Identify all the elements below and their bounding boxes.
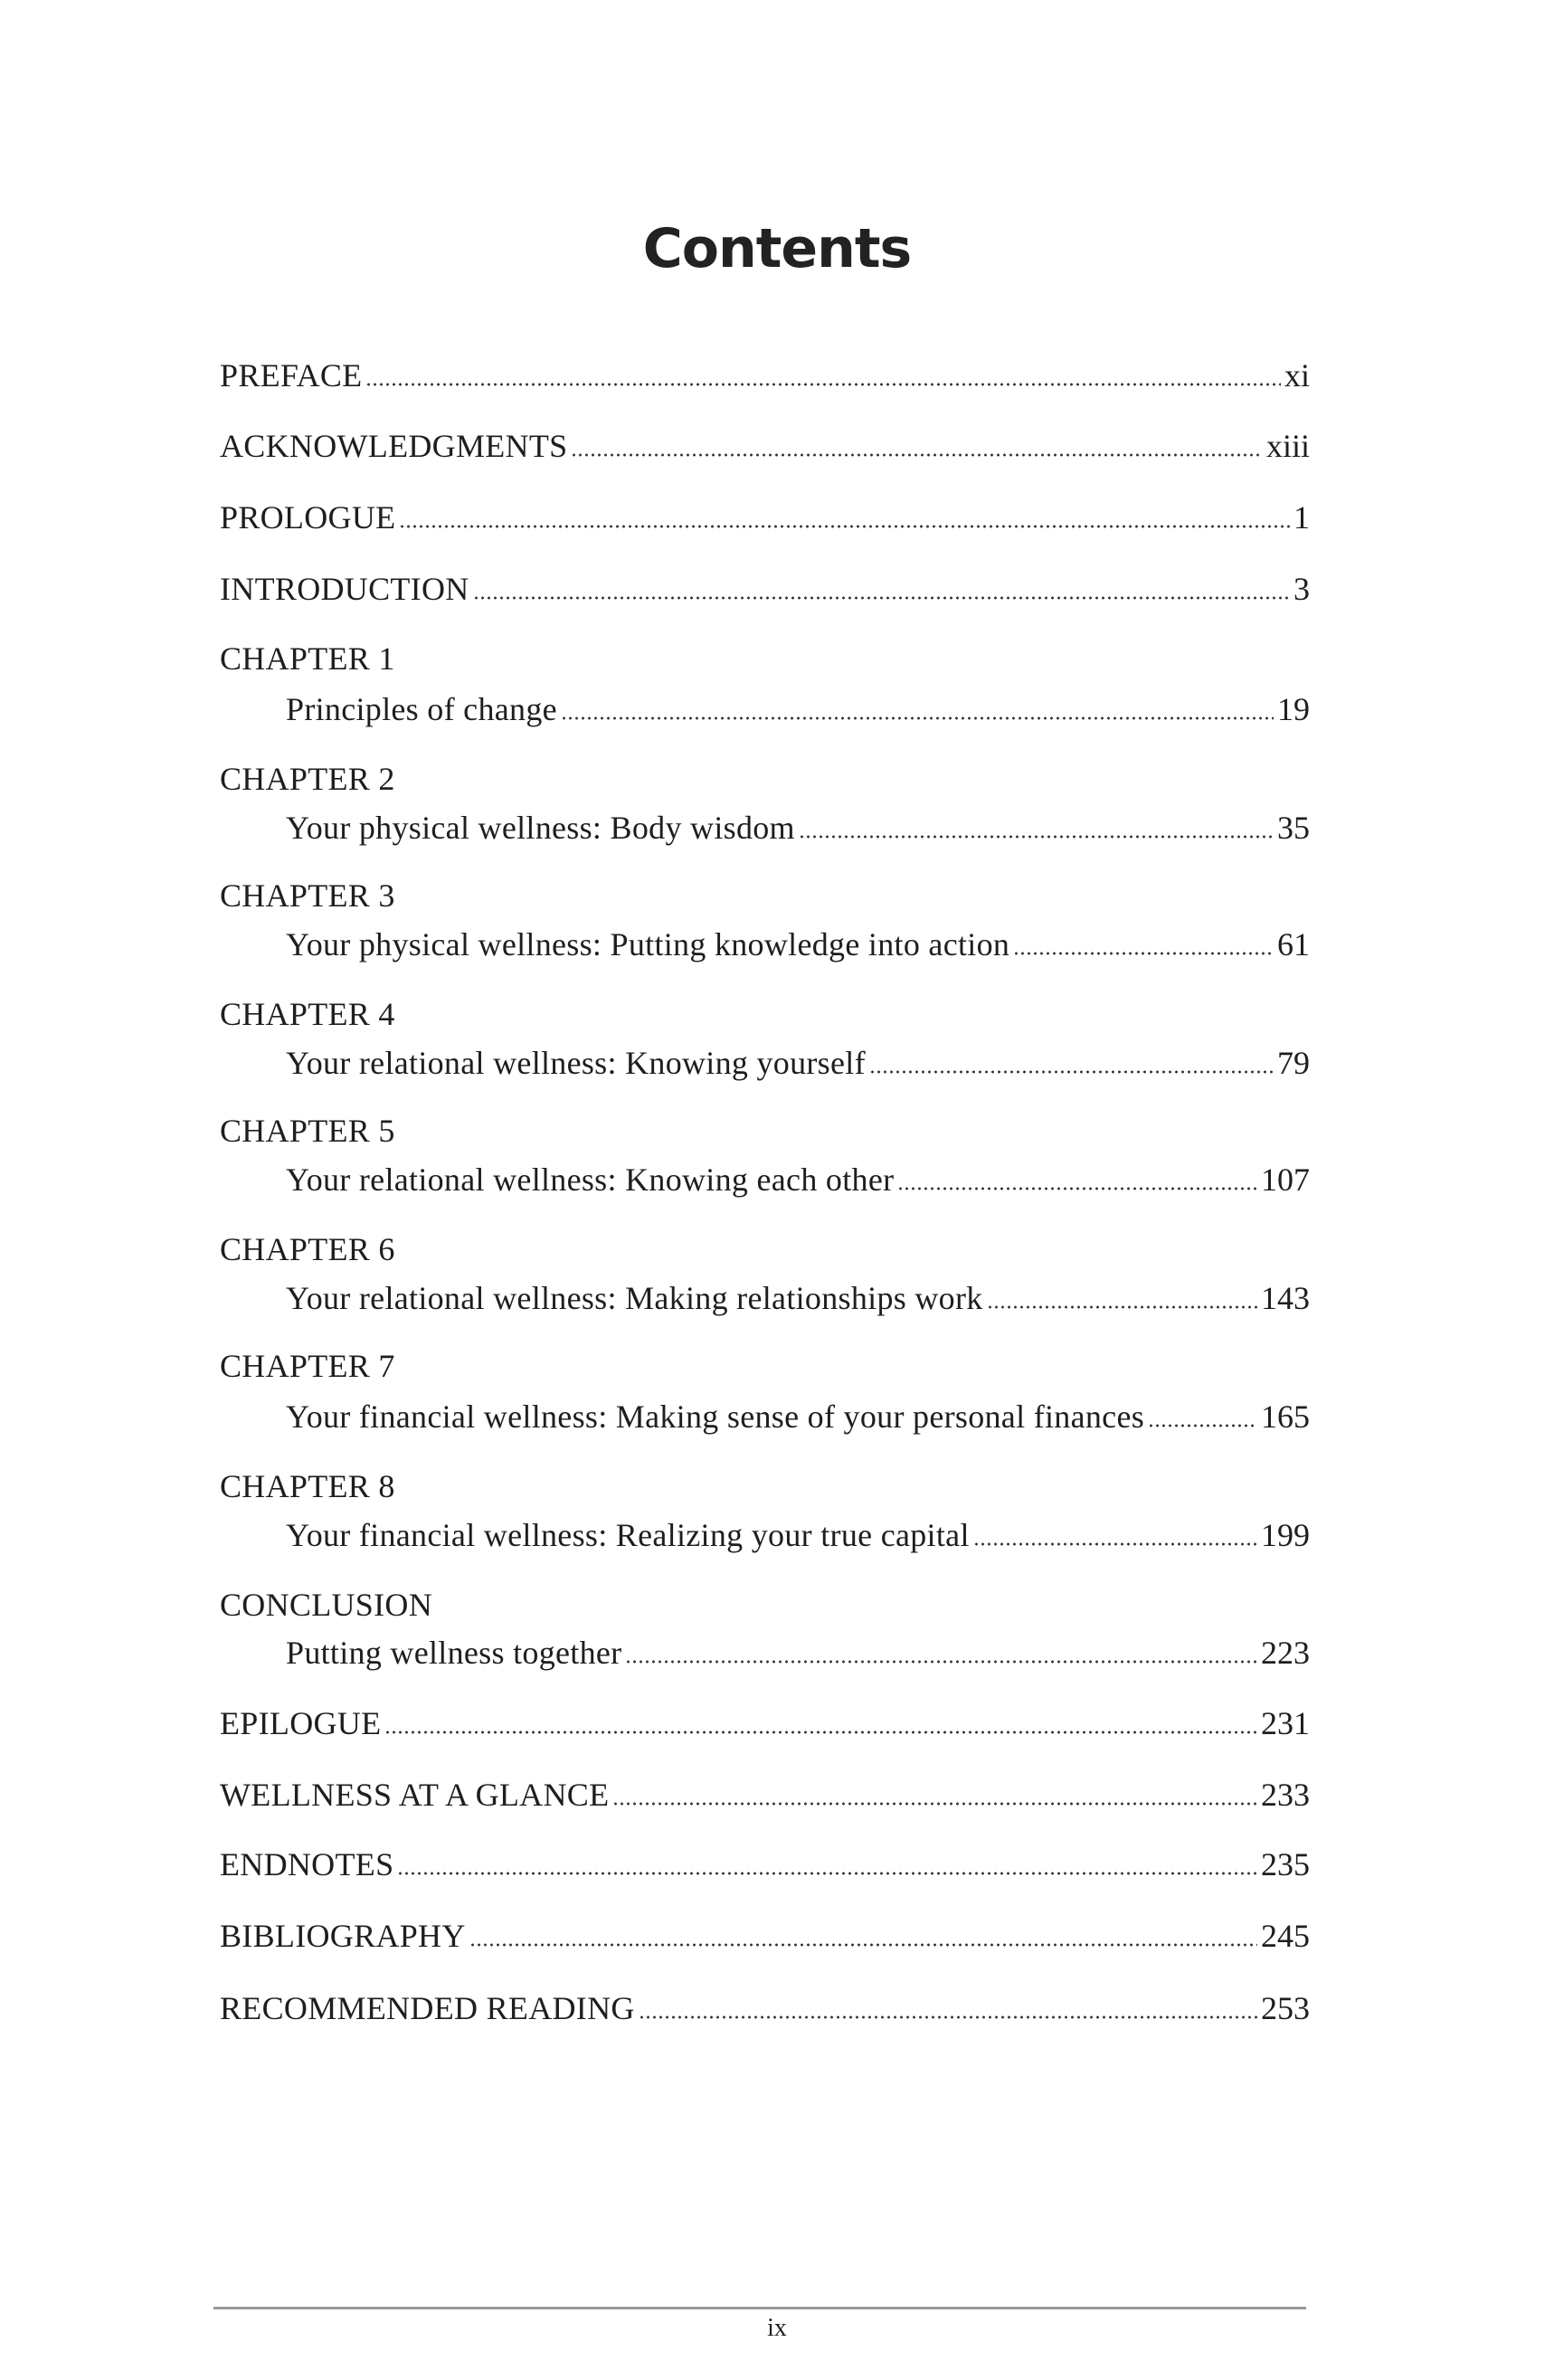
toc-entry: [220, 1842, 1310, 1887]
page-ref: xiii: [1265, 428, 1310, 464]
page-ref: 107: [1261, 1162, 1310, 1198]
entry-title: Your physical wellness: Body wisdom: [286, 810, 795, 846]
toc-entry: [220, 1701, 1310, 1746]
toc-subentry: [286, 1040, 1310, 1086]
toc-subentry: [286, 1394, 1310, 1439]
entry-title: Your financial wellness: Realizing your true capital: [286, 1517, 970, 1553]
entry-title: PROLOGUE: [220, 499, 396, 536]
page-ref: 3: [1293, 571, 1310, 607]
page-ref: 165: [1261, 1399, 1310, 1435]
entry-title: Principles of change: [286, 691, 557, 727]
dot-leader: [561, 716, 1274, 720]
toc-entry: [220, 1913, 1310, 1958]
dot-leader: [612, 1802, 1257, 1806]
dot-leader: [799, 835, 1274, 839]
page-ref: 19: [1277, 691, 1310, 727]
entry-title: Your relational wellness: Making relationships work: [286, 1280, 983, 1316]
entry-title: CONCLUSION: [220, 1587, 433, 1623]
entry-title: Your physical wellness: Putting knowledge into action: [286, 926, 1010, 962]
toc-entry: [220, 991, 1310, 1037]
page-ref: 143: [1261, 1280, 1310, 1316]
toc-entry: [220, 636, 1310, 681]
page-ref: 233: [1261, 1777, 1310, 1813]
entry-title: CHAPTER 8: [220, 1468, 395, 1504]
entry-title: WELLNESS AT A GLANCE: [220, 1777, 610, 1813]
dot-leader: [639, 2015, 1257, 2019]
dot-leader: [571, 453, 1263, 457]
entry-title: Your relational wellness: Knowing yourself: [286, 1045, 866, 1081]
entry-title: CHAPTER 2: [220, 761, 395, 797]
entry-title: CHAPTER 5: [220, 1113, 395, 1149]
entry-title: Your relational wellness: Knowing each other: [286, 1162, 895, 1198]
toc-entry: [220, 756, 1310, 801]
page-title: Contents: [642, 217, 912, 280]
page-ref: 235: [1261, 1846, 1310, 1882]
toc-entry: [220, 495, 1310, 540]
footer-rule: [213, 2307, 1306, 2309]
entry-title: BIBLIOGRAPHY: [220, 1918, 466, 1954]
entry-title: RECOMMENDED READING: [220, 1990, 635, 2026]
toc-subentry: [286, 922, 1310, 967]
toc-entry: [220, 1343, 1310, 1389]
page-ref: xi: [1284, 357, 1310, 394]
page-ref: 223: [1261, 1635, 1310, 1671]
toc-entry: [220, 1227, 1310, 1272]
toc-subentry: [286, 1630, 1310, 1675]
page-number: ix: [767, 2314, 787, 2342]
entry-title: CHAPTER 6: [220, 1231, 395, 1267]
dot-leader: [365, 383, 1281, 386]
dot-leader: [869, 1070, 1274, 1074]
toc-entry: [220, 353, 1310, 398]
entry-title: ENDNOTES: [220, 1846, 394, 1882]
toc-subentry: [286, 687, 1310, 732]
entry-title: CHAPTER 4: [220, 996, 395, 1032]
dot-leader: [469, 1943, 1257, 1947]
entry-title: EPILOGUE: [220, 1705, 382, 1741]
dot-leader: [397, 1872, 1257, 1875]
toc-entry: [220, 1772, 1310, 1817]
entry-title: Your financial wellness: Making sense of your personal finances: [286, 1399, 1145, 1435]
toc-entry: [220, 1582, 1310, 1627]
page-ref: 35: [1277, 810, 1310, 846]
page-ref: 245: [1261, 1918, 1310, 1954]
page-ref: 61: [1277, 926, 1310, 962]
dot-leader: [987, 1305, 1257, 1309]
toc-entry: [220, 423, 1310, 469]
entry-title: INTRODUCTION: [220, 571, 469, 607]
dot-leader: [1148, 1424, 1257, 1427]
toc-entry: [220, 873, 1310, 918]
entry-title: CHAPTER 7: [220, 1348, 395, 1384]
entry-title: CHAPTER 3: [220, 877, 395, 914]
entry-title: ACKNOWLEDGMENTS: [220, 428, 568, 464]
toc-entry: [220, 1464, 1310, 1509]
toc-entry: [220, 1108, 1310, 1153]
toc-subentry: [286, 1157, 1310, 1202]
entry-title: PREFACE: [220, 357, 363, 394]
dot-leader: [897, 1187, 1257, 1190]
toc-subentry: [286, 1512, 1310, 1558]
entry-title: Putting wellness together: [286, 1635, 622, 1671]
dot-leader: [399, 525, 1290, 528]
toc-entry: [220, 566, 1310, 612]
dot-leader: [384, 1730, 1257, 1734]
toc-subentry: [286, 805, 1310, 850]
dot-leader: [473, 596, 1290, 600]
dot-leader: [1013, 952, 1274, 955]
dot-leader: [625, 1660, 1257, 1664]
dot-leader: [973, 1542, 1257, 1546]
toc-subentry: [286, 1275, 1310, 1321]
toc-entry: [220, 1986, 1310, 2031]
page-ref: 1: [1293, 499, 1310, 536]
page-ref: 253: [1261, 1990, 1310, 2026]
page-ref: 79: [1277, 1045, 1310, 1081]
page-ref: 231: [1261, 1705, 1310, 1741]
entry-title: CHAPTER 1: [220, 640, 395, 677]
page-ref: 199: [1261, 1517, 1310, 1553]
